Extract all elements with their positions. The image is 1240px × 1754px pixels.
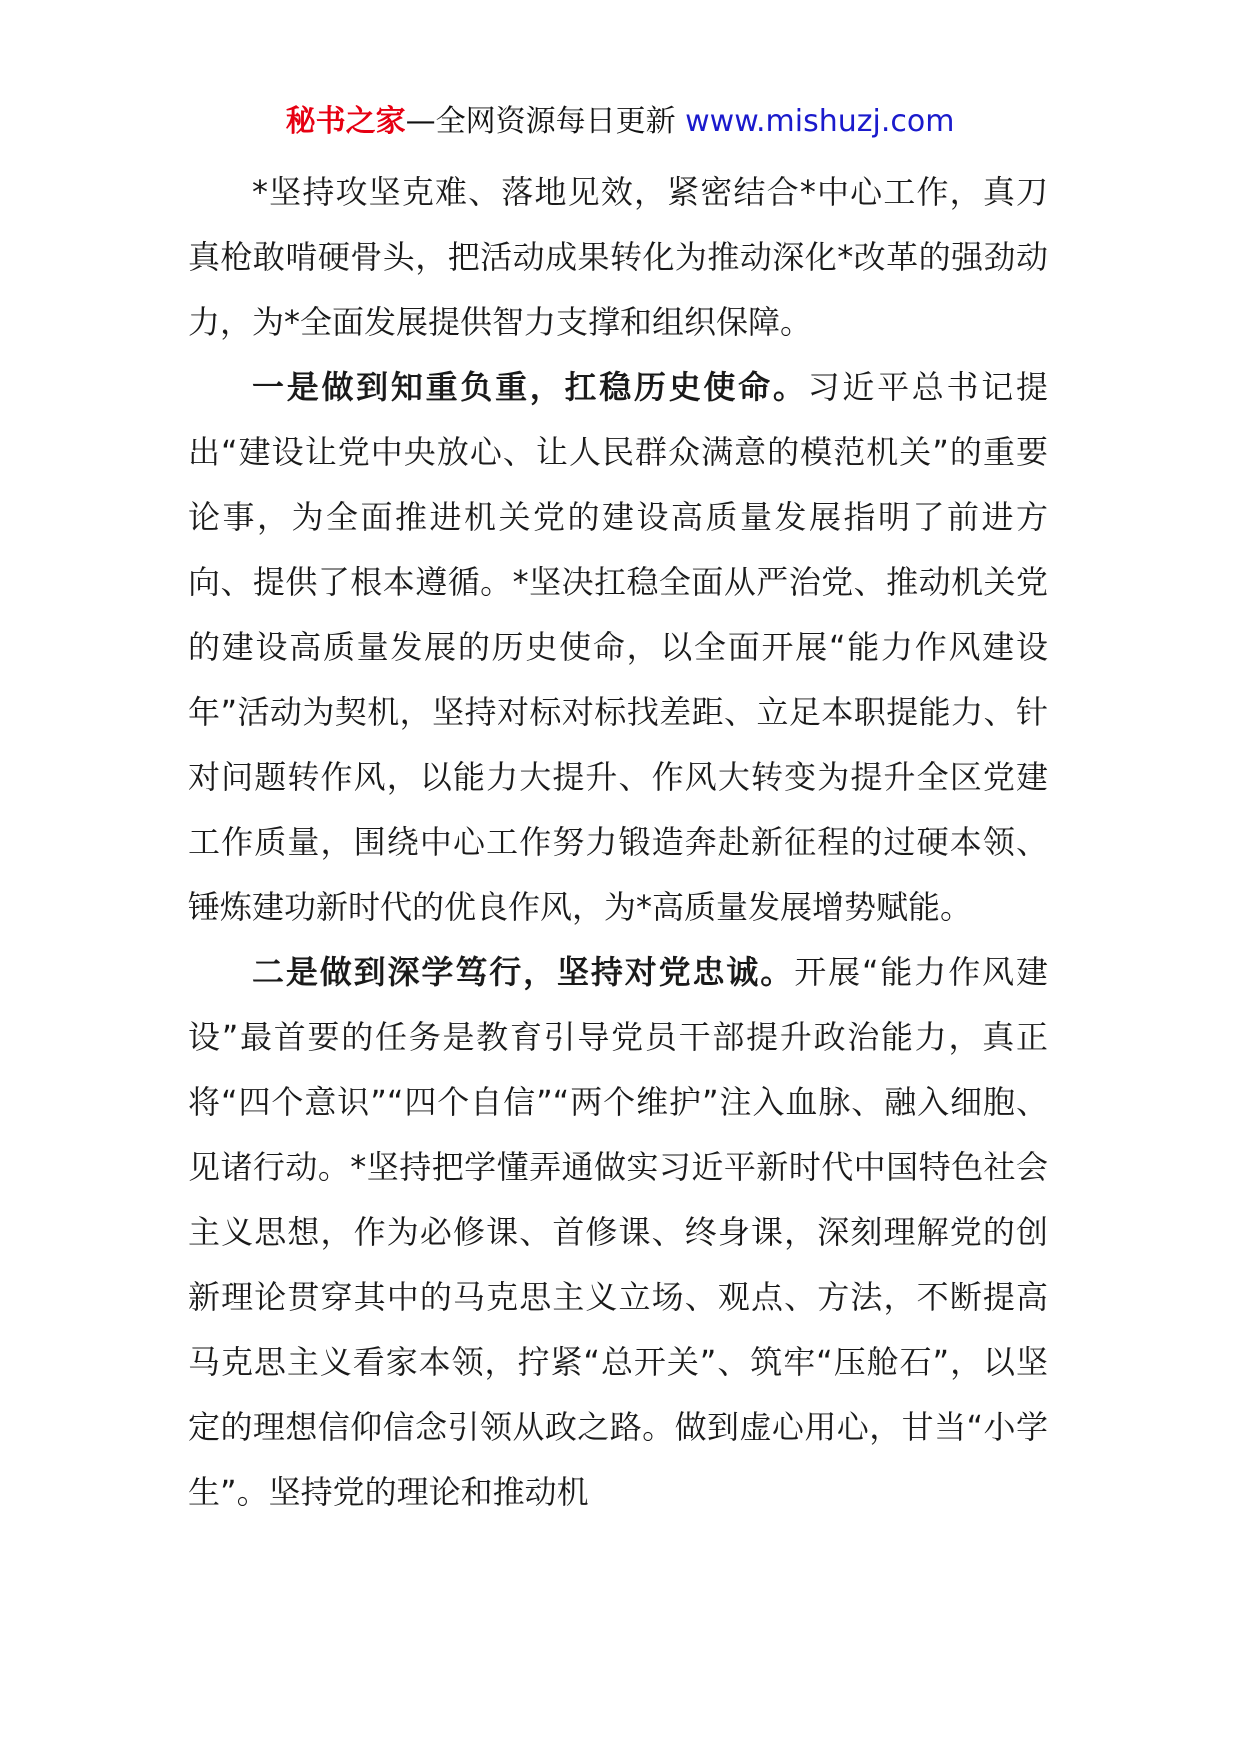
paragraph-lead: 二是做到深学笃行，坚持对党忠诚。	[252, 953, 795, 991]
header-brand: 秘书之家	[285, 104, 406, 139]
page-header	[0, 100, 1240, 144]
paragraph-lead: 一是做到知重负重，扛稳历史使命。	[252, 368, 808, 406]
paragraph-point-one	[188, 355, 1048, 940]
document-body	[188, 160, 1048, 1525]
paragraph-point-two	[188, 940, 1048, 1525]
header-tagline: —全网资源每日更新	[405, 104, 686, 139]
paragraph-text: 开展“能力作风建设”最首要的任务是教育引导党员干部提升政治能力，真正将“四个意识”“四个自信”“两个维护”注入血脉、融入细胞、见诸行动。*坚持把学懂弄通做实习近平新时代中国特色社会主义思想，作为必修课、首修课、终身课，深刻理解党的创新理论贯穿其中的马克思主义立场、观点、方法，不断提高马克思主义看家本领，拧紧“总开关”、筑牢“压舱石”，以坚定的理想信仰信念引领从政之路。做到虚心用心，甘当“小学生”。坚持党的理论和推动机	[188, 953, 1048, 1511]
paragraph-text: *坚持攻坚克难、落地见效，紧密结合*中心工作，真刀真枪敢啃硬骨头，把活动成果转化为推动深化*改革的强劲动力，为*全面发展提供智力支撑和组织保障。	[188, 173, 1048, 341]
header-url-link[interactable]: www.mishuzj.com	[685, 104, 955, 139]
paragraph-text: 习近平总书记提出“建设让党中央放心、让人民群众满意的模范机关”的重要论事，为全面推进机关党的建设高质量发展指明了前进方向、提供了根本遵循。*坚决扛稳全面从严治党、推动机关党的建设高质量发展的历史使命，以全面开展“能力作风建设年”活动为契机，坚持对标对标找差距、立足本职提能力、针对问题转作风，以能力大提升、作风大转变为提升全区党建工作质量，围绕中心工作努力锻造奔赴新征程的过硬本领、锤炼建功新时代的优良作风，为*高质量发展增势赋能。	[188, 368, 1048, 926]
paragraph-intro	[188, 160, 1048, 355]
